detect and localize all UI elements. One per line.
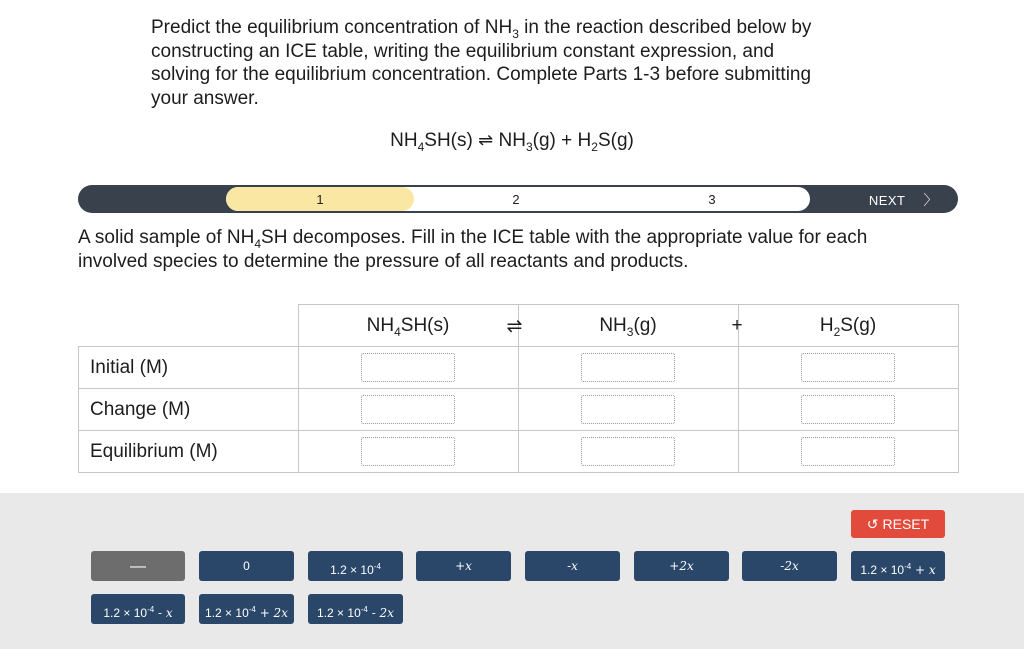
subscript: 3 xyxy=(525,140,533,154)
change-nh3-dropzone[interactable] xyxy=(581,395,675,424)
row-label-equilibrium: Equilibrium (M) xyxy=(79,431,299,473)
ice-row-change xyxy=(79,389,959,431)
tile-text: 1.2 × 10 xyxy=(103,606,148,620)
reaction-equation xyxy=(0,130,1024,152)
formula: NH xyxy=(599,314,627,336)
subscript: 2 xyxy=(591,140,598,154)
cell xyxy=(738,389,958,431)
tile-value[interactable] xyxy=(308,551,403,581)
exponent: -4 xyxy=(248,605,256,614)
tile-text: 1.2 × 10 xyxy=(860,563,905,577)
formula: NH xyxy=(366,314,395,336)
tile-value-plus-x[interactable] xyxy=(851,551,945,581)
formula-cont: S(g) xyxy=(840,314,877,336)
cell xyxy=(518,347,738,389)
tile-text: +2x xyxy=(669,559,694,573)
tile-value-minus-2x[interactable] xyxy=(308,594,403,624)
step-progress-bar xyxy=(78,185,958,213)
next-label: NEXT xyxy=(868,193,906,208)
ice-row-initial xyxy=(79,347,959,389)
exponent: -4 xyxy=(373,562,381,571)
question-line-4: your answer. xyxy=(151,87,259,109)
part-instructions xyxy=(78,226,968,273)
cell xyxy=(518,389,738,431)
product-formula: NH xyxy=(498,130,526,151)
tile-plus-2x[interactable] xyxy=(634,551,729,581)
header-blank xyxy=(79,305,299,347)
cell xyxy=(298,389,518,431)
plus-sign: + xyxy=(731,314,743,336)
equilibrium-nh4sh-dropzone[interactable] xyxy=(361,437,455,466)
tile-plus-x[interactable] xyxy=(416,551,511,581)
instruction-line-1-cont: SH decomposes. Fill in the ICE table with the appropriate value for each xyxy=(261,227,868,248)
tile-value-plus-2x[interactable] xyxy=(199,594,294,624)
step-2[interactable]: 2 xyxy=(512,192,520,207)
step-1[interactable]: 1 xyxy=(226,187,414,211)
tile-minus-x[interactable] xyxy=(525,551,620,581)
tile-value-minus-x[interactable] xyxy=(91,594,185,624)
next-button[interactable] xyxy=(869,185,938,213)
tile-text: -2x xyxy=(780,559,799,573)
question-text xyxy=(151,16,891,110)
change-h2s-dropzone[interactable] xyxy=(801,395,895,424)
cell xyxy=(738,431,958,473)
tile-text-suffix: - 2x xyxy=(367,606,394,620)
subscript: 2 xyxy=(833,324,841,339)
header-nh3 xyxy=(518,305,743,347)
ice-header-row xyxy=(79,305,959,347)
question-line-2: constructing an ICE table, writing the equilibrium constant expression, and xyxy=(151,40,775,62)
cell xyxy=(298,347,518,389)
instruction-line-2: involved species to determine the pressure of all reactants and products. xyxy=(78,250,689,272)
formula: H xyxy=(819,314,834,336)
product-formula-cont: (g) + H xyxy=(532,130,592,151)
equilibrium-arrow-icon: ⇌ xyxy=(478,130,494,150)
initial-h2s-dropzone[interactable] xyxy=(801,353,895,382)
question-line-1: Predict the equilibrium concentration of NH xyxy=(151,17,513,38)
question-line-3: solving for the equilibrium concentration. Complete Parts 1-3 before submitting xyxy=(151,64,812,85)
tile-text: +x xyxy=(455,559,472,573)
subscript: 4 xyxy=(394,324,401,339)
cell xyxy=(298,431,518,473)
header-h2s xyxy=(738,305,958,347)
step-3[interactable]: 3 xyxy=(708,192,716,207)
ice-row-equilibrium xyxy=(79,431,959,473)
reset-label: RESET xyxy=(882,516,930,532)
reactant-formula-cont: SH(s) xyxy=(424,130,473,151)
subscript: 4 xyxy=(417,140,425,154)
equilibrium-nh3-dropzone[interactable] xyxy=(581,437,675,466)
reset-button[interactable] xyxy=(851,510,945,538)
equilibrium-h2s-dropzone[interactable] xyxy=(801,437,895,466)
ice-table xyxy=(78,304,959,473)
cell xyxy=(738,347,958,389)
initial-nh4sh-dropzone[interactable] xyxy=(361,353,455,382)
tile-text: 1.2 × 10 xyxy=(317,606,361,620)
subscript: 3 xyxy=(626,324,634,339)
product-formula-end: S(g) xyxy=(597,130,634,151)
formula-cont: SH(s) xyxy=(400,314,450,336)
exponent: -4 xyxy=(147,605,155,614)
equilibrium-arrow-icon: ⇌ xyxy=(506,315,523,337)
cell xyxy=(518,431,738,473)
tile-minus-2x[interactable] xyxy=(742,551,837,581)
reactant-formula: NH xyxy=(390,130,418,151)
initial-nh3-dropzone[interactable] xyxy=(581,353,675,382)
tile-text-suffix: + 2x xyxy=(255,606,288,620)
chevron-right-icon: 〉 xyxy=(923,192,938,208)
tile-text: 1.2 × 10 xyxy=(205,606,249,620)
subscript: 4 xyxy=(254,237,262,251)
question-line-1-cont: in the reaction described below by xyxy=(518,17,812,38)
row-label-initial: Initial (M) xyxy=(79,347,299,389)
instruction-line-1: A solid sample of NH xyxy=(78,227,255,248)
tile-dash[interactable]: — xyxy=(91,551,185,581)
step-track xyxy=(226,187,810,211)
tile-zero[interactable]: 0 xyxy=(199,551,294,581)
change-nh4sh-dropzone[interactable] xyxy=(361,395,455,424)
formula-cont: (g) xyxy=(633,314,657,336)
row-label-change: Change (M) xyxy=(79,389,299,431)
exponent: -4 xyxy=(360,605,368,614)
exponent: -4 xyxy=(904,562,912,571)
tile-text-suffix: - x xyxy=(154,606,173,620)
subscript: 3 xyxy=(512,27,519,41)
tile-text-suffix: + x xyxy=(911,563,936,577)
undo-icon: ↺ xyxy=(866,516,879,532)
header-nh4sh xyxy=(298,305,523,347)
tile-text: -x xyxy=(567,559,578,573)
tile-text: 1.2 × 10 xyxy=(330,563,374,577)
